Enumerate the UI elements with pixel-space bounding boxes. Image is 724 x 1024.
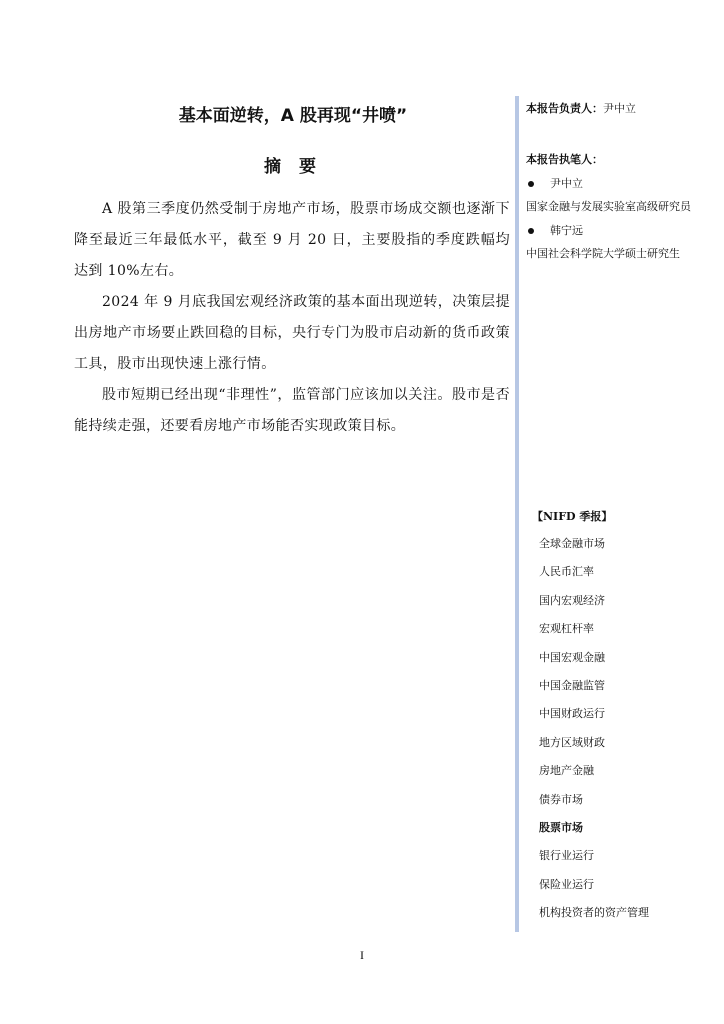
- sidebar-divider: [515, 96, 519, 932]
- series-item: 银行业运行: [539, 849, 594, 863]
- main-content: [74, 96, 510, 442]
- responsible-name: 尹中立: [603, 102, 636, 115]
- series-item: 全球金融市场: [539, 537, 605, 550]
- author-affiliation: 国家金融与发展实验室高级研究员: [526, 200, 691, 213]
- series-item: 中国宏观金融: [539, 650, 605, 664]
- author-affiliation: 中国社会科学院大学硕士研究生: [526, 247, 680, 260]
- series-item: 中国财政运行: [539, 707, 605, 721]
- author-panel: [526, 100, 696, 266]
- series-item: 债券市场: [539, 792, 583, 806]
- author-name: 韩宁远: [550, 224, 583, 237]
- series-item-current: 股票市场: [539, 820, 583, 834]
- responsible-line: [526, 100, 696, 117]
- abstract-paragraph-1: A 股第三季度仍然受制于房地产市场，股票市场成交额也逐渐下降至最近三年最低水平，截至 9 月 20 日，主要股指的季度跌幅均达到 10%左右。: [74, 201, 510, 279]
- report-title: 基本面逆转，A 股再现“井喷”: [178, 106, 408, 126]
- bullet-icon: [528, 228, 534, 234]
- series-item: 人民币汇率: [539, 565, 594, 579]
- page-number: I: [360, 948, 364, 962]
- series-item: 国内宏观经济: [539, 593, 605, 607]
- authors-block: [526, 151, 696, 262]
- series-list: [526, 534, 706, 931]
- bullet-icon: [528, 181, 534, 187]
- series-title: 【NIFD 季报】: [532, 510, 613, 523]
- author-name: 尹中立: [550, 177, 583, 190]
- series-panel: [526, 508, 706, 931]
- series-item: 机构投资者的资产管理: [539, 906, 649, 920]
- series-item: 房地产金融: [539, 764, 594, 778]
- series-item: 宏观杠杆率: [539, 622, 594, 636]
- authors-label: 本报告执笔人：: [526, 153, 603, 166]
- series-item: 保险业运行: [539, 877, 594, 891]
- abstract-paragraph-3: 股市短期已经出现“非理性”，监管部门应该加以关注。股市是否能持续走强，还要看房地产市场能否实现政策目标。: [74, 387, 510, 434]
- series-item: 地方区域财政: [539, 735, 605, 749]
- abstract-paragraph-2: 2024 年 9 月底我国宏观经济政策的基本面出现逆转，决策层提出房地产市场要止跌回稳的目标，央行专门为股市启动新的货币政策工具，股市出现快速上涨行情。: [74, 294, 510, 372]
- abstract-heading: 摘要: [264, 157, 334, 177]
- series-item: 中国金融监管: [539, 678, 605, 692]
- responsible-label: 本报告负责人：: [526, 102, 603, 115]
- author-item: [526, 175, 696, 192]
- author-item: [526, 222, 696, 239]
